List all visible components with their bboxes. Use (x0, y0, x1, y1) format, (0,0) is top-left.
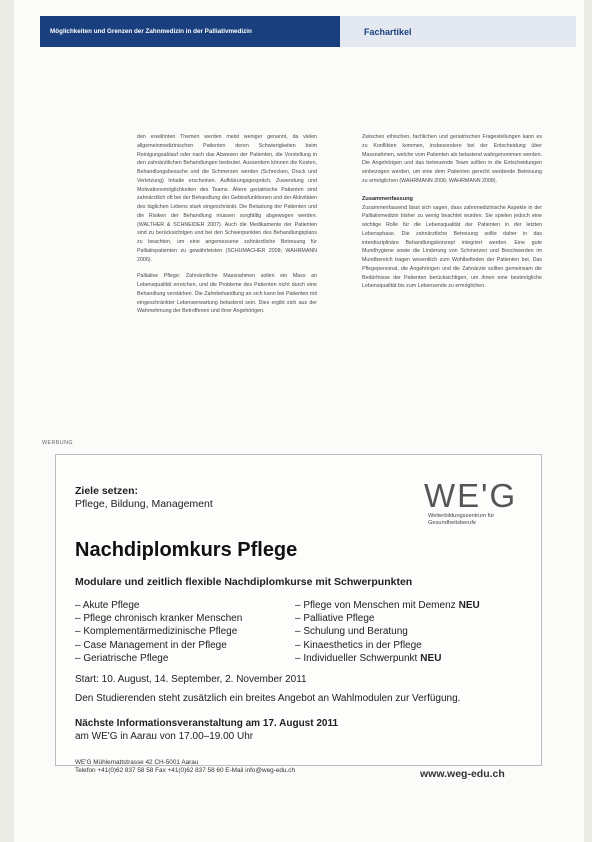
article-column-right (362, 133, 542, 291)
new-badge: NEU (458, 600, 480, 611)
ad-label: WERBUNG (42, 440, 73, 446)
section-title: Möglichkeiten und Grenzen der Zahnmedizin in der Palliativmedizin (40, 16, 340, 47)
course-item: – Geriatrische Pflege (75, 652, 169, 664)
course-list-right (295, 599, 480, 665)
course-item: – Schulung und Beratung (295, 626, 408, 638)
ad-goals-text: Pflege, Bildung, Management (75, 498, 213, 510)
course-item (295, 652, 480, 665)
logo-mark: WE'G (424, 477, 518, 514)
course-list-left (75, 599, 242, 665)
logo-subtitle (428, 513, 534, 527)
info-event-detail: am WE'G in Aarau von 17.00–19.00 Uhr (75, 731, 254, 742)
course-item: – Palliative Pflege (295, 613, 375, 625)
summary-heading: Zusammenfassung (362, 195, 413, 202)
footer-address: WE'G Mühlemattstrasse 42 CH-5001 Aarau (75, 759, 199, 766)
logo-line: Gesundheitsberufe (428, 520, 477, 526)
ad-goals-heading: Ziele setzen: (75, 485, 139, 497)
info-event-heading: Nächste Informationsveranstaltung am 17. August 2011 (75, 718, 339, 729)
ad-title: Nachdiplomkurs Pflege (75, 539, 298, 561)
info-event (75, 717, 338, 743)
logo-line: Weiterbildungszentrum für (428, 513, 495, 519)
article-paragraph: Zusammenfassend lässt sich sagen, dass zahnmedizinische Aspekte in der Palliativmedizin bisher zu wenig beachtet wurden. Sie spielen jedoch eine wichtige Rolle für die Lebensqualität der Patienten in der letzten Lebensphase. Die zahnärztliche Betreuung sollte daher in das interdisziplinäre Behandlungskonzept integriert werden. Eine gute Mundhygiene sowie die Linderung von Schmerzen und Beschwerden im Mundbereich tragen wesentlich zum Wohlbefinden der Patienten bei. Das Pflegepersonal, die Angehörigen und die Zahnärzte sollten gemeinsam die Bedürfnisse der Patienten berücksichtigen, um ihnen eine bestmögliche Lebensqualität bis zum Lebensende zu ermöglichen. (362, 204, 542, 290)
elective-info: Den Studierenden steht zusätzlich ein breites Angebot an Wahlmodulen zur Verfügung. (75, 693, 461, 704)
page-header (40, 16, 576, 47)
footer-url-link[interactable]: www.weg-edu.ch (420, 768, 505, 780)
footer-contact: Telefon +41(0)62 837 58 58 Fax +41(0)62 837 58 60 E-Mail info@weg-edu.ch (75, 767, 296, 774)
course-item: – Case Management in der Pflege (75, 639, 227, 651)
weg-logo (424, 479, 534, 527)
course-item: – Akute Pflege (75, 600, 140, 611)
new-badge: NEU (420, 652, 442, 664)
course-item-label: – Pflege von Menschen mit Demenz (295, 600, 456, 611)
ad-footer (75, 759, 295, 775)
category-label: Fachartikel (340, 16, 576, 47)
start-dates: Start: 10. August, 14. September, 2. November 2011 (75, 674, 307, 685)
course-item (295, 599, 480, 612)
advertisement (55, 454, 542, 780)
article-paragraph: Zwischen ethischen, fachlichen und geriatrischen Fragestellungen kann es zu Konflikten kommen, insbesondere bei der Entscheidung über Massnahmen, welche vom Patienten als belastend wahrgenommen werden. Die Angehörigen und das betreuende Team sollten in die Entscheidungen einbezogen werden, um eine dem Patienten gerecht werdende Betreuung zu ermöglichen (WAHRMANN 2006; WAHRMANN 2008). (362, 134, 542, 184)
course-item-label: – Individueller Schwerpunkt (295, 652, 418, 664)
article-column-left (137, 133, 317, 316)
ad-subtitle: Modulare und zeitlich flexible Nachdiplomkurse mit Schwerpunkten (75, 576, 413, 588)
ad-goals (75, 485, 213, 511)
course-item: – Pflege chronisch kranker Menschen (75, 613, 243, 625)
article-paragraph: den erwähnten Themen werden meist weniger genannt, da vielen allgemeinmedizinischen Patienten deren Schwierigkeiten beim Reinigungsablauf oder nach das Abwesen der Patienten, die Vorstellung in den zahnärztlichen Behandlungen bedeutet. Ausserdem können die Kosten, Behandlungsbesuche und die Schmerzen werden (Schrecken, Druck und Verletzung) Inhalte erscheinen. Aufklärungsgespräch, Zuwendung und Motivationsmöglichkeiten des Teams. Ältere geriatrische Patienten sind zahnärztlich oft bei der Behandlung der Gebissfunktionen und der Aktivitäten des täglichen Lebens stark eingeschränkt. Die Belastung der Patienten und die Risiken der Behandlung müssen sorgfältig abgewogen werden. (WALTHER & SCHNEIDER 2007). Auch die Medikamente der Patienten sind zu berücksichtigen und bei den Schwerpunkten des Behandlungsplans zu beachten, um eine angemessene zahnärztliche Betreuung für Palliativpatienten zu gewährleisten (SCHUMACHER 2008; WAHRMANN 2006). (137, 134, 317, 263)
course-item: – Kinaesthetics in der Pflege (295, 639, 422, 651)
course-item: – Komplementärmedizinische Pflege (75, 626, 238, 638)
article-paragraph: Palliative Pflege: Zahnärztliche Massnahmen sollen ein Mass an Lebensqualität erreichen, und die Probleme des Patienten nicht durch eine Behandlung verstärken. Die Zahnbehandlung an sich kann bei Patienten mit eingeschränkter Lebenserwartung belastend sein. Dies ergibt sich aus der Wahrnehmung der Betroffenen und ihrer Angehörigen. (137, 273, 317, 315)
